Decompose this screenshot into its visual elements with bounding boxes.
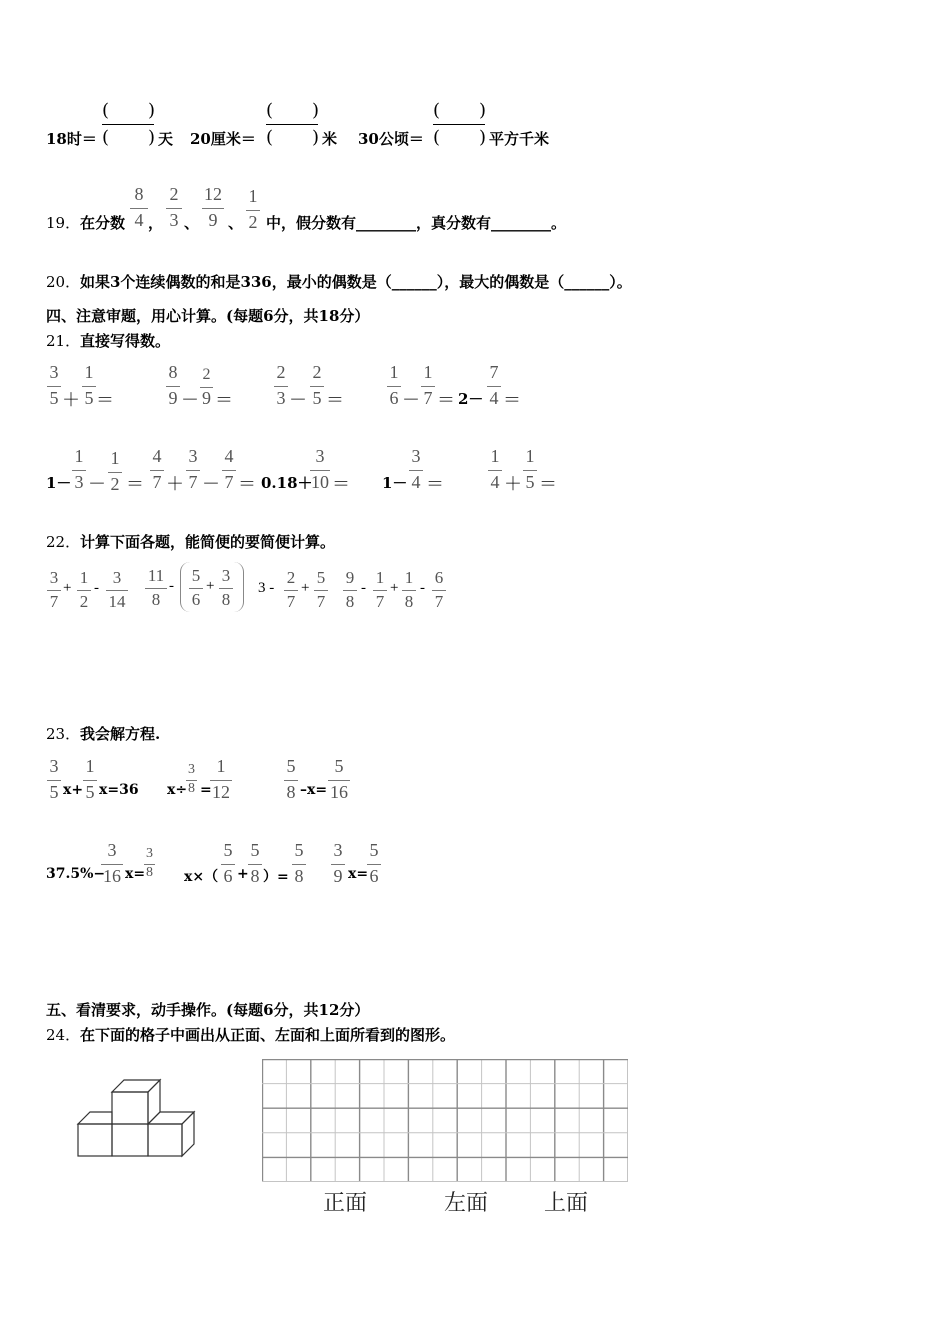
q21-r1-e5-f: 7 4 bbox=[487, 362, 501, 412]
q21-r1-e2-f2: 2 9 bbox=[202, 366, 211, 408]
q19-fraction-1: 8 4 bbox=[130, 184, 148, 234]
q23-title: 我会解方程. bbox=[80, 725, 161, 743]
q21-r1-e2-op: － bbox=[181, 390, 199, 410]
cube-right-side bbox=[182, 1112, 194, 1156]
q23-e3-f1: 5 8 bbox=[284, 756, 298, 806]
q18-item3-unit: 平方千米 bbox=[489, 130, 550, 148]
q21-r2-e1-f2: 1 2 bbox=[108, 448, 122, 498]
q23-e4-t1: 37.5%− bbox=[46, 866, 106, 882]
q23-e5-t2: + bbox=[237, 866, 249, 882]
q19-fraction-2: 2 3 bbox=[166, 184, 182, 234]
q22-e2-f1: 11 8 bbox=[145, 566, 167, 614]
q21-r2-e2-f3: 4 7 bbox=[222, 446, 236, 496]
q22-e2-f3: 3 8 bbox=[219, 566, 233, 614]
q19-sep-3: 、 bbox=[228, 214, 244, 232]
label-left-view: 左面 bbox=[444, 1191, 489, 1216]
q22-e3-f2: 5 7 bbox=[314, 568, 328, 616]
q23-e5-f1: 5 6 bbox=[221, 840, 235, 890]
q22-e4-f3: 1 8 bbox=[402, 568, 416, 616]
q22-e4-f4: 6 7 bbox=[432, 568, 446, 616]
q22-e1-op2: - bbox=[94, 580, 99, 596]
q22-number: 22． bbox=[46, 533, 81, 551]
q23-e6-f2: 5 6 bbox=[367, 840, 381, 890]
cube-bottom-1 bbox=[78, 1124, 112, 1156]
q18-item1-unit: 天 bbox=[158, 130, 174, 148]
q23-e5-t1: x×（ bbox=[184, 869, 219, 885]
q18-item2-den-open: ( bbox=[266, 127, 274, 148]
q21-r1-e1-op: ＋ bbox=[62, 390, 80, 410]
q21-r1-e3-eq: ＝ bbox=[326, 390, 344, 410]
q21-r1-e5-eq: ＝ bbox=[503, 390, 521, 410]
q20-text: 如果3个连续偶数的和是336，最小的偶数是（______），最大的偶数是（______）。 bbox=[80, 273, 632, 291]
cube-left-top bbox=[78, 1112, 112, 1124]
q23-e5-f3: 5 8 bbox=[292, 840, 306, 890]
q21-r1-e2-eq: ＝ bbox=[215, 390, 233, 410]
q21-r1-e4-eq: ＝ bbox=[437, 390, 455, 410]
q21-r1-e4-op: － bbox=[402, 390, 420, 410]
q23-e2-t1: x÷ bbox=[167, 782, 188, 798]
q21-r2-e4-f: 3 4 bbox=[409, 446, 423, 496]
q22-e4-op1: - bbox=[361, 580, 366, 596]
q23-e3-f2: 5 16 bbox=[330, 756, 348, 802]
drawing-grid[interactable] bbox=[262, 1059, 628, 1182]
q22-e2-op1: - bbox=[169, 578, 174, 594]
q18-item2-den-close: ) bbox=[312, 127, 320, 148]
q18-item1-den-open: ( bbox=[102, 127, 110, 148]
q22-e2-op2: + bbox=[206, 578, 215, 594]
q21-r2-e1-f1: 1 3 bbox=[72, 446, 86, 496]
q18-item1-bar bbox=[102, 124, 154, 125]
q21-r1-e3-f2: 2 5 bbox=[310, 362, 324, 412]
q19-number: 19． bbox=[46, 214, 81, 232]
q22-title: 计算下面各题，能简便的要简便计算。 bbox=[80, 533, 336, 551]
q21-r2-e5-op: ＋ bbox=[504, 474, 522, 494]
q19-suffix: 中，假分数有________，真分数有________。 bbox=[266, 214, 567, 232]
q23-e4-t2: x= bbox=[125, 866, 146, 882]
q19-fraction-3: 12 9 bbox=[204, 184, 222, 230]
q21-r1-e2-f1: 8 9 bbox=[166, 362, 180, 412]
q21-r2-e1-eq: ＝ bbox=[126, 474, 144, 494]
q18-item2-left: 20厘米＝ bbox=[190, 130, 256, 148]
q23-e1-t1: x+ bbox=[63, 782, 84, 798]
q21-r2-e2-f1: 4 7 bbox=[150, 446, 164, 496]
q21-r1-e1-f2: 1 5 bbox=[82, 362, 96, 412]
q19-sep-2: 、 bbox=[184, 214, 200, 232]
q22-e4-f2: 1 7 bbox=[373, 568, 387, 616]
q21-r2-e3-lead: 0.18＋ bbox=[261, 474, 313, 492]
label-front-view: 正面 bbox=[323, 1191, 368, 1216]
q18-item3-num-close: ) bbox=[479, 100, 487, 121]
q21-r1-e5-lead: 2－ bbox=[458, 390, 484, 408]
q22-e4-op2: + bbox=[390, 580, 399, 596]
cube-figure bbox=[70, 1072, 205, 1164]
label-top-view: 上面 bbox=[544, 1191, 589, 1216]
q23-e1-f2: 1 5 bbox=[83, 756, 97, 806]
section4-title: 四、注意审题，用心计算。(每题6分，共18分） bbox=[46, 307, 370, 325]
q21-r1-e1-eq: ＝ bbox=[96, 390, 114, 410]
q19-sep-1: ， bbox=[148, 214, 164, 232]
q23-e3-t1: –x= bbox=[300, 782, 328, 798]
q21-r2-e4-lead: 1－ bbox=[382, 474, 408, 492]
q21-r1-e3-f1: 2 3 bbox=[274, 362, 288, 412]
q21-r1-e3-op: － bbox=[289, 390, 307, 410]
q18-item1-num-close: ) bbox=[148, 100, 156, 121]
q21-r2-e3-eq: ＝ bbox=[332, 474, 350, 494]
q21-number: 21． bbox=[46, 332, 81, 350]
q22-e1-f2: 1 2 bbox=[77, 568, 91, 616]
q22-e3-f1: 2 7 bbox=[284, 568, 298, 616]
q19-prefix: 在分数 bbox=[80, 214, 126, 232]
q21-r2-e2-f2: 3 7 bbox=[186, 446, 200, 496]
q18-item3-bar bbox=[433, 124, 485, 125]
q18-item3-den-close: ) bbox=[479, 127, 487, 148]
q22-e1-f1: 3 7 bbox=[47, 568, 61, 616]
q21-r2-e1-lead: 1－ bbox=[46, 474, 72, 492]
q18-item1-left: 18时＝ bbox=[46, 130, 97, 148]
q21-r2-e2-op1: ＋ bbox=[166, 474, 184, 494]
q22-e3-op1: + bbox=[301, 580, 310, 596]
q21-r2-e2-op2: － bbox=[202, 474, 220, 494]
q21-r2-e5-eq: ＝ bbox=[539, 474, 557, 494]
q24-number: 24． bbox=[46, 1026, 81, 1044]
q21-r1-e4-f1: 1 6 bbox=[387, 362, 401, 412]
q22-e4-op3: - bbox=[420, 580, 425, 596]
q23-e2-t2: = bbox=[200, 782, 212, 798]
q23-e5-t3: ）= bbox=[263, 869, 289, 885]
cube-bottom-2 bbox=[112, 1124, 148, 1156]
q23-e6-t1: x= bbox=[348, 866, 369, 882]
q23-e4-f2: 3 8 bbox=[146, 846, 153, 880]
q22-e3-lead: 3 - bbox=[258, 580, 275, 596]
q23-e4-f1: 3 16 bbox=[103, 840, 121, 886]
q21-r2-e3-f: 3 10 bbox=[311, 446, 329, 492]
q21-r2-e5-f1: 1 4 bbox=[488, 446, 502, 496]
q23-number: 23． bbox=[46, 725, 81, 743]
cube-bottom-3 bbox=[148, 1124, 182, 1156]
q23-e6-f1: 3 9 bbox=[331, 840, 345, 890]
section5-title: 五、看清要求，动手操作。(每题6分，共12分） bbox=[46, 1001, 370, 1019]
cube-right-top bbox=[148, 1112, 194, 1124]
q20-number: 20． bbox=[46, 273, 81, 291]
q21-r1-e1-f1: 3 5 bbox=[47, 362, 61, 412]
cube-top-top bbox=[112, 1080, 160, 1092]
q18-item3-den-open: ( bbox=[433, 127, 441, 148]
q22-e1-f3: 3 14 bbox=[106, 568, 128, 616]
q18-item3-num-open: ( bbox=[433, 100, 441, 121]
q24-title: 在下面的格子中画出从正面、左面和上面所看到的图形。 bbox=[80, 1026, 456, 1044]
q23-e2-f1: 3 8 bbox=[188, 762, 195, 796]
q23-e2-f2: 1 12 bbox=[212, 756, 230, 802]
q21-r2-e2-eq: ＝ bbox=[238, 474, 256, 494]
q22-e4-f1: 9 8 bbox=[343, 568, 357, 616]
q21-r2-e5-f2: 1 5 bbox=[523, 446, 537, 496]
q19-fraction-4: 1 2 bbox=[246, 186, 260, 236]
q18-item2-num-close: ) bbox=[312, 100, 320, 121]
q18-item2-unit: 米 bbox=[322, 130, 338, 148]
q23-e1-f1: 3 5 bbox=[47, 756, 61, 806]
q23-e5-f2: 5 8 bbox=[248, 840, 262, 890]
q21-r2-e1-op: － bbox=[88, 474, 106, 494]
q21-r1-e4-f2: 1 7 bbox=[421, 362, 435, 412]
q18-item2-bar bbox=[266, 124, 318, 125]
q21-title: 直接写得数。 bbox=[80, 332, 171, 350]
q18-item1-num-open: ( bbox=[102, 100, 110, 121]
cube-top-front bbox=[112, 1092, 148, 1124]
q23-e1-t2: x=36 bbox=[99, 782, 139, 798]
q22-e2-f2: 5 6 bbox=[189, 566, 203, 614]
q22-e1-op1: + bbox=[63, 580, 72, 596]
q18-item3-left: 30公顷＝ bbox=[358, 130, 424, 148]
q18-item2-num-open: ( bbox=[266, 100, 274, 121]
q18-item1-den-close: ) bbox=[148, 127, 156, 148]
q21-r2-e4-eq: ＝ bbox=[426, 474, 444, 494]
